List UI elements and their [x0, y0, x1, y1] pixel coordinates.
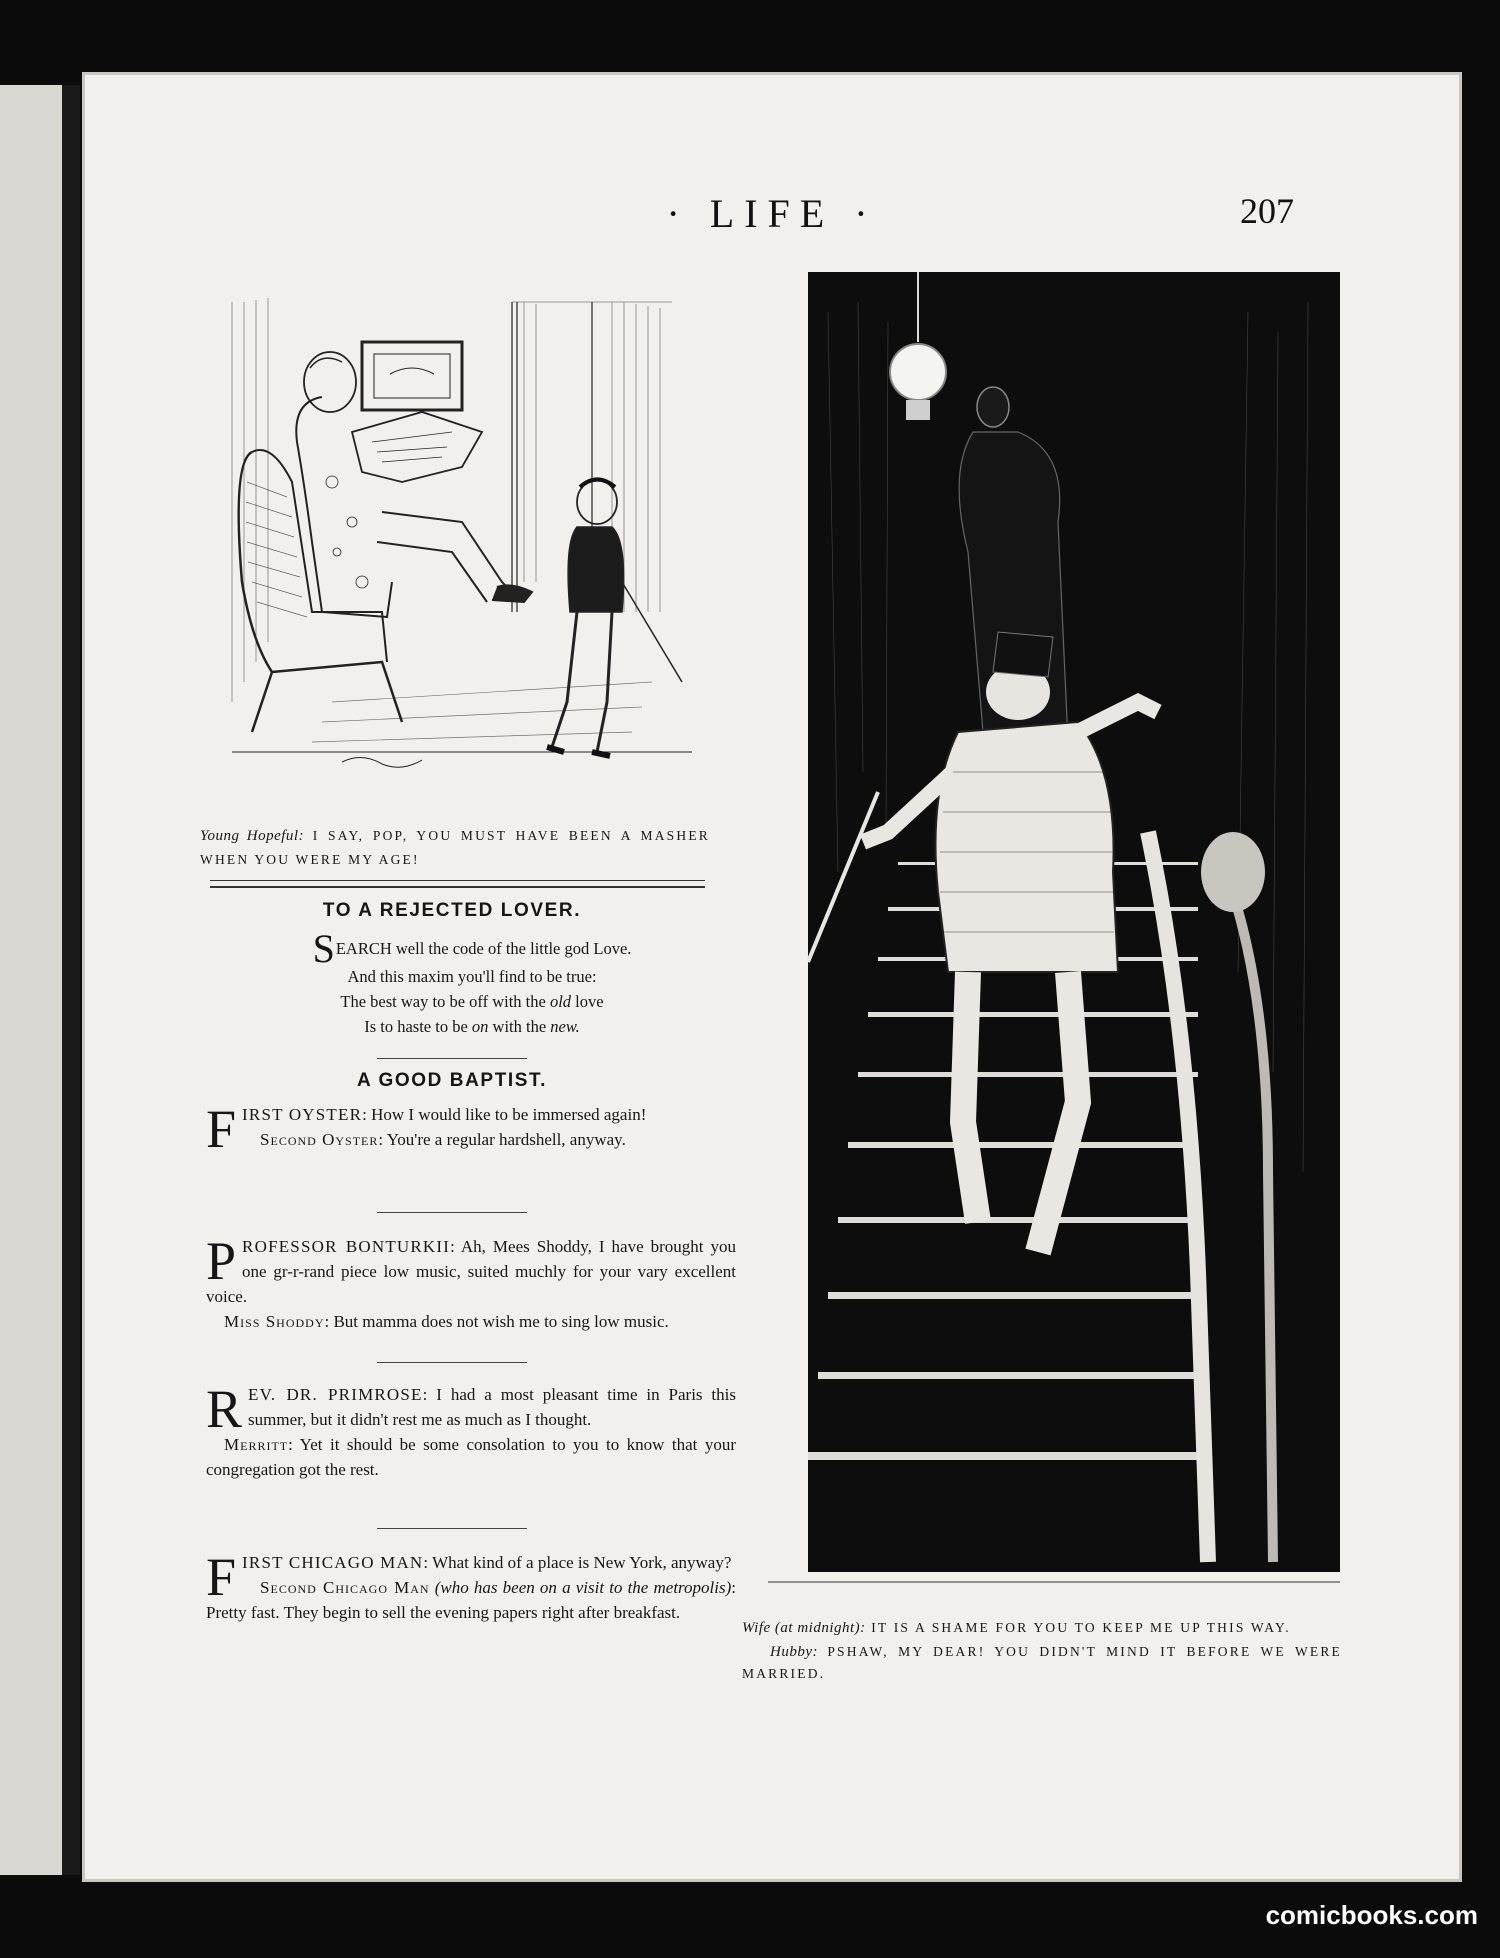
caption-speaker-hubby: Hubby:	[770, 1644, 818, 1660]
cartoon-caption-left	[200, 824, 710, 872]
rule	[377, 1362, 527, 1363]
dropcap: S	[312, 926, 335, 971]
rule	[377, 1058, 527, 1059]
poem-line-2: And this maxim you'll find to be true:	[347, 967, 597, 986]
facing-page-edge	[0, 85, 80, 1875]
caption-line-wife: IT IS A SHAME FOR YOU TO KEEP ME UP THIS WAY.	[871, 1620, 1291, 1635]
poem-line-1: SEARCH well the code of the little god Love.	[312, 926, 632, 971]
dropcap: R	[206, 1379, 243, 1439]
dialogue-professor: PROFESSOR BONTURKII: Ah, Mees Shoddy, I have brought you one gr-r-rand piece low music, suited muchly for your vary excellent voice. Miss Shoddy: But mamma does not wish me to sing low music.	[206, 1231, 736, 1331]
page-number: 207	[1240, 191, 1294, 231]
masthead: · LIFE ·	[666, 191, 878, 236]
poem-title: TO A REJECTED LOVER.	[322, 900, 582, 921]
section-divider	[210, 880, 705, 888]
caption-speaker: Young Hopeful:	[200, 828, 305, 844]
poem-line-3: The best way to be off with the old love	[340, 992, 604, 1011]
caption-line: I SAY, POP, YOU MUST HAVE BEEN A MASHER WHEN YOU WERE MY AGE!	[200, 828, 710, 867]
dropcap: F	[206, 1099, 237, 1159]
magazine-page	[82, 72, 1462, 1882]
cartoon-illustration-father-and-son	[212, 282, 707, 837]
cartoon-illustration-stairway	[768, 272, 1340, 1612]
dialogue-primrose: REV. DR. PRIMROSE: I had a most pleasant time in Paris this summer, but it didn't rest me as much as I thought. Merritt: Yet it should be some consolation to you to know that your congregation got the rest.	[206, 1379, 736, 1479]
cartoon-caption-right	[742, 1617, 1342, 1687]
dropcap: P	[206, 1231, 237, 1291]
caption-speaker-wife: Wife (at midnight):	[742, 1620, 866, 1636]
watermark-logo: comicbooks.com	[1265, 1900, 1478, 1930]
dialogue-chicago: FIRST CHICAGO MAN: What kind of a place is New York, anyway? Second Chicago Man (who has been on a visit to the metropolis): Pretty fast. They begin to sell the evening papers right after breakfast.	[206, 1547, 736, 1622]
rule	[377, 1212, 527, 1213]
dialogue-oysters: FIRST OYSTER: How I would like to be immersed again! Second Oyster: You're a regular hardshell, anyway.	[206, 1099, 647, 1159]
dropcap: F	[206, 1547, 237, 1607]
rule	[377, 1528, 527, 1529]
caption-line-hubby: PSHAW, MY DEAR! YOU DIDN'T MIND IT BEFORE WE WERE MARRIED.	[742, 1644, 1342, 1681]
section-title: A GOOD BAPTIST.	[356, 1070, 548, 1091]
poem-body	[202, 926, 742, 1039]
poem-line-4: Is to haste to be on with the new.	[364, 1017, 580, 1036]
